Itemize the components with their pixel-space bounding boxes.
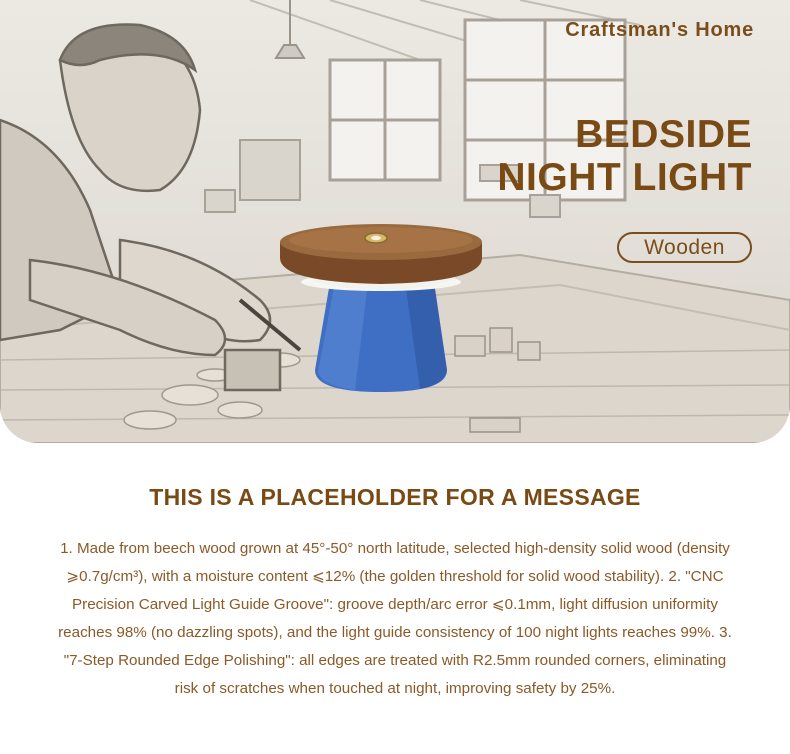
product-title-line2: NIGHT LIGHT xyxy=(497,156,752,199)
brand-name: Craftsman's Home xyxy=(565,19,754,41)
window-left xyxy=(330,60,440,180)
product-description: 1. Made from beech wood grown at 45°-50° north latitude, selected high-density solid wood (density ⩾0.7g/cm³), with a moisture content ⩽12% (the golden threshold for solid wood stability). 2. "CNC Precision Carved Light Guide Groove": groove depth/arc error ⩽0.1mm, light diffusion uniformity reaches 98% (no dazzling spots), and the light guide consistency of 100 night lights reaches 99%. 3. "7-Step Rounded Edge Polishing": all edges are treated with R2.5mm rounded corners, eliminating risk of scratches when touched at night, improving safety by 25%. xyxy=(58,540,732,697)
material-badge: Wooden xyxy=(617,232,752,263)
message-heading: THIS IS A PLACEHOLDER FOR A MESSAGE xyxy=(149,484,641,510)
product-title xyxy=(497,113,752,199)
product-title-line1: BEDSIDE xyxy=(575,113,752,156)
